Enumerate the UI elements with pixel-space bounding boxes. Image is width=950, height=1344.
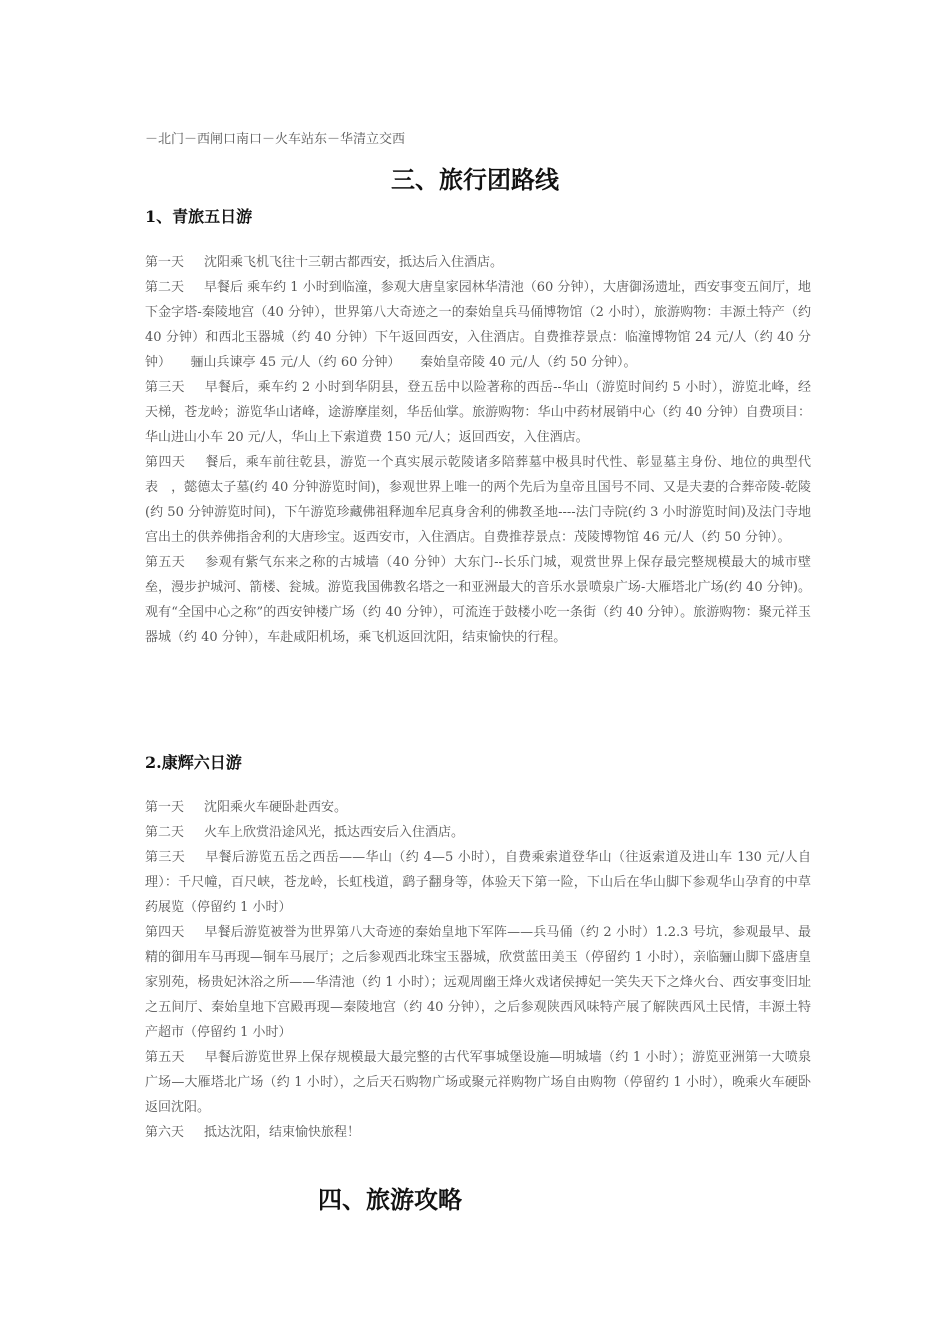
itinerary-day <box>145 795 811 820</box>
itinerary-day <box>145 550 811 650</box>
itinerary-qinglv <box>145 250 811 650</box>
itinerary-day <box>145 820 811 845</box>
section-title-travel-guide: 四、旅游攻略 <box>318 1185 462 1214</box>
day-text: 沈阳乘飞机飞往十三朝古都西安，抵达后入住酒店。 <box>204 255 504 270</box>
itinerary-day <box>145 1120 811 1145</box>
day-label: 第一天 <box>145 800 185 815</box>
route-line: －北门－西闸口南口－火车站东－华清立交西 <box>145 132 406 147</box>
itinerary-day <box>145 375 811 450</box>
itinerary-day <box>145 450 811 550</box>
day-label: 第一天 <box>145 255 185 270</box>
day-text: 早餐后 乘车约 1 小时到临潼，参观大唐皇家园林华清池（60 分钟），大唐御汤遗址，西安事变五间厅，地下金字塔-秦陵地宫（40 分钟），世界第八大奇迹之一的秦始皇兵马俑博物馆（2 小时），旅游购物：丰源土特产（约 40 分钟）和西北玉器城（约 40 分钟）下午返回西安，入住酒店。自费推荐景点：临潼博物馆 24 元/人（约 40 分钟） 骊山兵谏亭 45 元/人（约 60 分钟） 秦始皇帝陵 40 元/人（约 50 分钟）。 <box>145 280 811 370</box>
day-text: 抵达沈阳，结束愉快旅程！ <box>204 1125 361 1140</box>
itinerary-day <box>145 845 811 920</box>
day-text: 参观有紫气东来之称的古城墙（40 分钟）大东门--长乐门城，观赏世界上保存最完整规模最大的城市壁垒，漫步护城河、箭楼、瓮城。游览我国佛教名塔之一和亚洲最大的音乐水景喷泉广场-大雁塔北广场(约 40 分钟)。观有“全国中心之称”的西安钟楼广场（约 40 分钟），可流连于鼓楼小吃一条街（约 40 分钟）。旅游购物：聚元祥玉器城（约 40 分钟），车赴咸阳机场，乘飞机返回沈阳，结束愉快的行程。 <box>145 555 811 645</box>
day-label: 第三天 <box>145 850 186 865</box>
day-text: 餐后，乘车前往乾县，游览一个真实展示乾陵诸多陪葬墓中极具时代性、彰显墓主身份、地位的典型代表 ，懿德太子墓(约 40 分钟游览时间)，参观世界上唯一的两个先后为皇帝且国号不同、又是夫妻的合葬帝陵-乾陵(约 50 分钟游览时间)，下午游览珍藏佛祖释迦牟尼真身舍利的佛教圣地----法门寺院(约 3 小时游览时间)及法门寺地宫出土的供养佛指舍利的大唐珍宝。返西安市，入住酒店。自费推荐景点：茂陵博物馆 46 元/人（约 50 分钟）。 <box>145 455 811 545</box>
itinerary-day <box>145 275 811 375</box>
day-text: 早餐后游览五岳之西岳——华山（约 4—5 小时），自费乘索道登华山（往返索道及进山车 130 元/人自理）：千尺幢，百尺峡，苍龙岭，长虹栈道，鹞子翻身等，体验天下第一险，下山后在华山脚下参观华山孕育的中草药展览（停留约 1 小时） <box>145 850 811 915</box>
day-text: 早餐后游览世界上保存规模最大最完整的古代军事城堡设施—明城墙（约 1 小时）；游览亚洲第一大喷泉广场—大雁塔北广场（约 1 小时），之后天石购物广场或聚元祥购物广场自由购物（停留约 1 小时），晚乘火车硬卧返回沈阳。 <box>145 1050 811 1115</box>
tour-title-kanghui: 2.康辉六日游 <box>145 753 242 772</box>
day-text: 早餐后游览被誉为世界第八大奇迹的秦始皇地下军阵——兵马俑（约 2 小时）1.2.3 号坑，参观最早、最精的御用车马再现—铜车马展厅；之后参观西北珠宝玉器城，欣赏蓝田美玉（停留约 1 小时），亲临骊山脚下盛唐皇家别苑，杨贵妃沐浴之所——华清池（约 1 小时）；远观周幽王烽火戏诸侯搏妃一笑失天下之烽火台、西安事变旧址之五间厅、秦始皇地下宫殿再现—秦陵地宫（约 40 分钟），之后参观陕西风味特产展了解陕西风土民情，丰源土特产超市（停留约 1 小时） <box>145 925 811 1040</box>
section-title-tour-routes: 三、旅行团路线 <box>391 165 559 194</box>
day-label: 第三天 <box>145 380 185 395</box>
day-label: 第四天 <box>145 925 185 940</box>
itinerary-day <box>145 1045 811 1120</box>
day-label: 第五天 <box>145 1050 185 1065</box>
itinerary-day <box>145 250 811 275</box>
day-text: 早餐后，乘车约 2 小时到华阴县，登五岳中以险著称的西岳--华山（游览时间约 5 小时），游览北峰，经天梯，苍龙岭；游览华山诸峰，途游摩崖刻，华岳仙掌。旅游购物：华山中药材展销中心（约 40 分钟）自费项目：华山进山小车 20 元/人，华山上下索道费 150 元/人；返回西安，入住酒店。 <box>145 380 811 445</box>
day-text: 沈阳乘火车硬卧赴西安。 <box>204 800 348 815</box>
day-label: 第二天 <box>145 825 185 840</box>
itinerary-kanghui <box>145 795 811 1145</box>
day-label: 第四天 <box>145 455 186 470</box>
tour-title-qinglv: 1、青旅五日游 <box>145 207 253 226</box>
day-label: 第六天 <box>145 1125 185 1140</box>
day-text: 火车上欣赏沿途风光，抵达西安后入住酒店。 <box>204 825 465 840</box>
day-label: 第二天 <box>145 280 185 295</box>
day-label: 第五天 <box>145 555 186 570</box>
itinerary-day <box>145 920 811 1045</box>
